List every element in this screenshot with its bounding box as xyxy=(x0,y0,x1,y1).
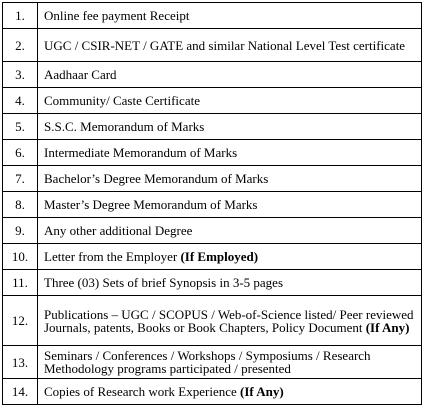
row-number: 2. xyxy=(3,29,38,62)
row-number: 12. xyxy=(3,296,38,346)
row-number: 13. xyxy=(3,346,38,379)
row-text: S.S.C. Memorandum of Marks xyxy=(44,119,205,134)
table-row xyxy=(3,88,422,114)
row-number: 14. xyxy=(3,379,38,405)
row-description xyxy=(38,29,422,62)
table-row xyxy=(3,379,422,405)
row-number: 11. xyxy=(3,270,38,296)
row-description xyxy=(38,296,422,346)
row-text: Bachelor’s Degree Memorandum of Marks xyxy=(44,171,269,186)
table-row xyxy=(3,244,422,270)
row-text: UGC / CSIR-NET / GATE and similar National Level Test certificate xyxy=(44,37,406,53)
row-description xyxy=(38,379,422,405)
row-number: 4. xyxy=(3,88,38,114)
row-description xyxy=(38,140,422,166)
row-number: 9. xyxy=(3,218,38,244)
row-text: Publications – UGC / SCOPUS / Web-of-Science listed/ Peer reviewed Journals, patents, Books or Book Chapters, Policy Document xyxy=(44,306,414,335)
table-row xyxy=(3,218,422,244)
row-note: (If Employed) xyxy=(180,249,259,264)
table-row xyxy=(3,270,422,296)
row-description xyxy=(38,270,422,296)
row-text: Intermediate Memorandum of Marks xyxy=(44,145,238,160)
row-number: 5. xyxy=(3,114,38,140)
table-row xyxy=(3,62,422,88)
row-description xyxy=(38,3,422,29)
row-description xyxy=(38,114,422,140)
row-text: Copies of Research work Experience xyxy=(44,384,241,399)
row-note: (If Any) xyxy=(365,319,410,335)
row-number: 1. xyxy=(3,3,38,29)
table-row xyxy=(3,346,422,379)
row-note: (If Any) xyxy=(240,384,284,399)
row-description xyxy=(38,62,422,88)
row-number: 3. xyxy=(3,62,38,88)
row-text: Three (03) Sets of brief Synopsis in 3-5 pages xyxy=(44,275,284,290)
table-row xyxy=(3,3,422,29)
row-description xyxy=(38,218,422,244)
table-row xyxy=(3,29,422,62)
row-description xyxy=(38,192,422,218)
document-checklist-table xyxy=(2,2,422,405)
row-text: Aadhaar Card xyxy=(44,67,117,82)
row-text: Online fee payment Receipt xyxy=(44,8,190,23)
row-description xyxy=(38,244,422,270)
row-text: Letter from the Employer xyxy=(44,249,181,264)
row-text: Community/ Caste Certificate xyxy=(44,93,200,108)
row-number: 6. xyxy=(3,140,38,166)
row-text: Master’s Degree Memorandum of Marks xyxy=(44,197,258,212)
row-text: Seminars / Conferences / Workshops / Symposiums / Research Methodology programs participated / presented xyxy=(44,348,371,376)
row-description xyxy=(38,166,422,192)
row-description xyxy=(38,88,422,114)
table-row xyxy=(3,296,422,346)
table-row xyxy=(3,114,422,140)
row-number: 8. xyxy=(3,192,38,218)
row-number: 7. xyxy=(3,166,38,192)
row-text: Any other additional Degree xyxy=(44,223,193,238)
table-row xyxy=(3,192,422,218)
table-row xyxy=(3,140,422,166)
row-description xyxy=(38,346,422,379)
table-row xyxy=(3,166,422,192)
row-number: 10. xyxy=(3,244,38,270)
